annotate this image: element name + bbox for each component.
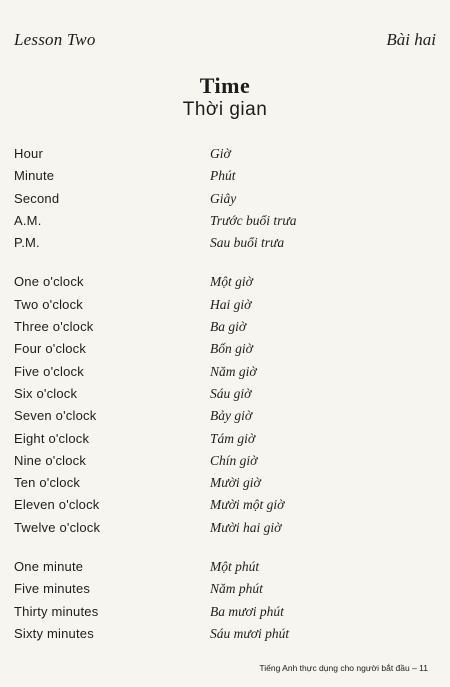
vietnamese-term: Sáu giờ (210, 385, 252, 401)
vietnamese-term: Một phút (210, 559, 260, 575)
vietnamese-term: Mười giờ (210, 475, 261, 491)
vietnamese-term: Năm phút (210, 581, 263, 597)
vietnamese-term: Hai giờ (210, 296, 252, 312)
english-term: Three o'clock (14, 319, 94, 335)
english-term: Four o'clock (14, 341, 87, 357)
vocabulary-row (14, 405, 434, 427)
vocabulary-list (14, 143, 434, 662)
vietnamese-term: Giờ (210, 146, 231, 161)
vocabulary-group (14, 271, 434, 539)
lesson-label-vietnamese: Bài hai (386, 30, 436, 49)
vocabulary-row (14, 623, 434, 645)
vocabulary-row (14, 383, 434, 405)
vietnamese-term: Ba mươi phút (210, 603, 284, 619)
vocabulary-row (14, 517, 434, 539)
english-term: One o'clock (14, 274, 84, 290)
english-term: P.M. (14, 235, 40, 251)
vietnamese-term: Mười hai giờ (210, 519, 282, 535)
vocabulary-row (14, 316, 434, 338)
english-term: Minute (14, 168, 55, 184)
vietnamese-term: Một giờ (210, 274, 253, 290)
vocabulary-row (14, 361, 434, 383)
vocabulary-row (14, 428, 434, 450)
vocabulary-row (14, 232, 434, 254)
page-footer: Tiếng Anh thực dụng cho người bắt đầu – 11 (259, 663, 428, 673)
english-term: Nine o'clock (14, 452, 87, 468)
vietnamese-term: Bốn giờ (210, 341, 253, 357)
english-term: Second (14, 190, 60, 206)
vocabulary-row (14, 578, 434, 600)
vietnamese-term: Giây (210, 190, 237, 206)
vocabulary-row (14, 271, 434, 293)
lesson-label: Lesson Two (14, 30, 96, 49)
vocabulary-row (14, 143, 434, 165)
vocabulary-row (14, 601, 434, 623)
english-term: Five minutes (14, 581, 91, 597)
vietnamese-term: Mười một giờ (210, 497, 285, 513)
vietnamese-term: Năm giờ (210, 363, 257, 379)
vietnamese-term: Ba giờ (210, 319, 247, 335)
english-term: Thirty minutes (14, 603, 99, 619)
page-subtitle: Thời gian (182, 99, 268, 120)
english-term: Two o'clock (14, 296, 83, 312)
vocabulary-group (14, 143, 434, 254)
vietnamese-term: Bảy giờ (210, 408, 253, 424)
vietnamese-term: Sáu mươi phút (210, 625, 290, 641)
vocabulary-row (14, 450, 434, 472)
page-title: Time (199, 73, 251, 98)
english-term: Sixty minutes (14, 625, 94, 641)
vietnamese-term: Chín giờ (210, 452, 258, 468)
english-term: One minute (14, 559, 84, 575)
vocabulary-row (14, 472, 434, 494)
vocabulary-row (14, 338, 434, 360)
vocabulary-row (14, 294, 434, 316)
vietnamese-term: Phút (210, 168, 236, 184)
vietnamese-term: Sau buổi trưa (210, 235, 285, 251)
english-term: Eight o'clock (14, 430, 90, 446)
english-term: Twelve o'clock (14, 519, 101, 535)
english-term: Hour (14, 146, 43, 161)
vocabulary-row (14, 165, 434, 187)
vietnamese-term: Tám giờ (210, 430, 256, 446)
vocabulary-group (14, 556, 434, 645)
english-term: Eleven o'clock (14, 497, 100, 513)
english-term: Ten o'clock (14, 475, 81, 491)
english-term: Five o'clock (14, 363, 84, 379)
vocabulary-row (14, 188, 434, 210)
vocabulary-row (14, 210, 434, 232)
vocabulary-row (14, 556, 434, 578)
english-term: A.M. (14, 212, 42, 228)
vocabulary-row (14, 494, 434, 516)
english-term: Seven o'clock (14, 408, 97, 424)
vietnamese-term: Trước buổi trưa (210, 212, 297, 228)
english-term: Six o'clock (14, 385, 78, 401)
